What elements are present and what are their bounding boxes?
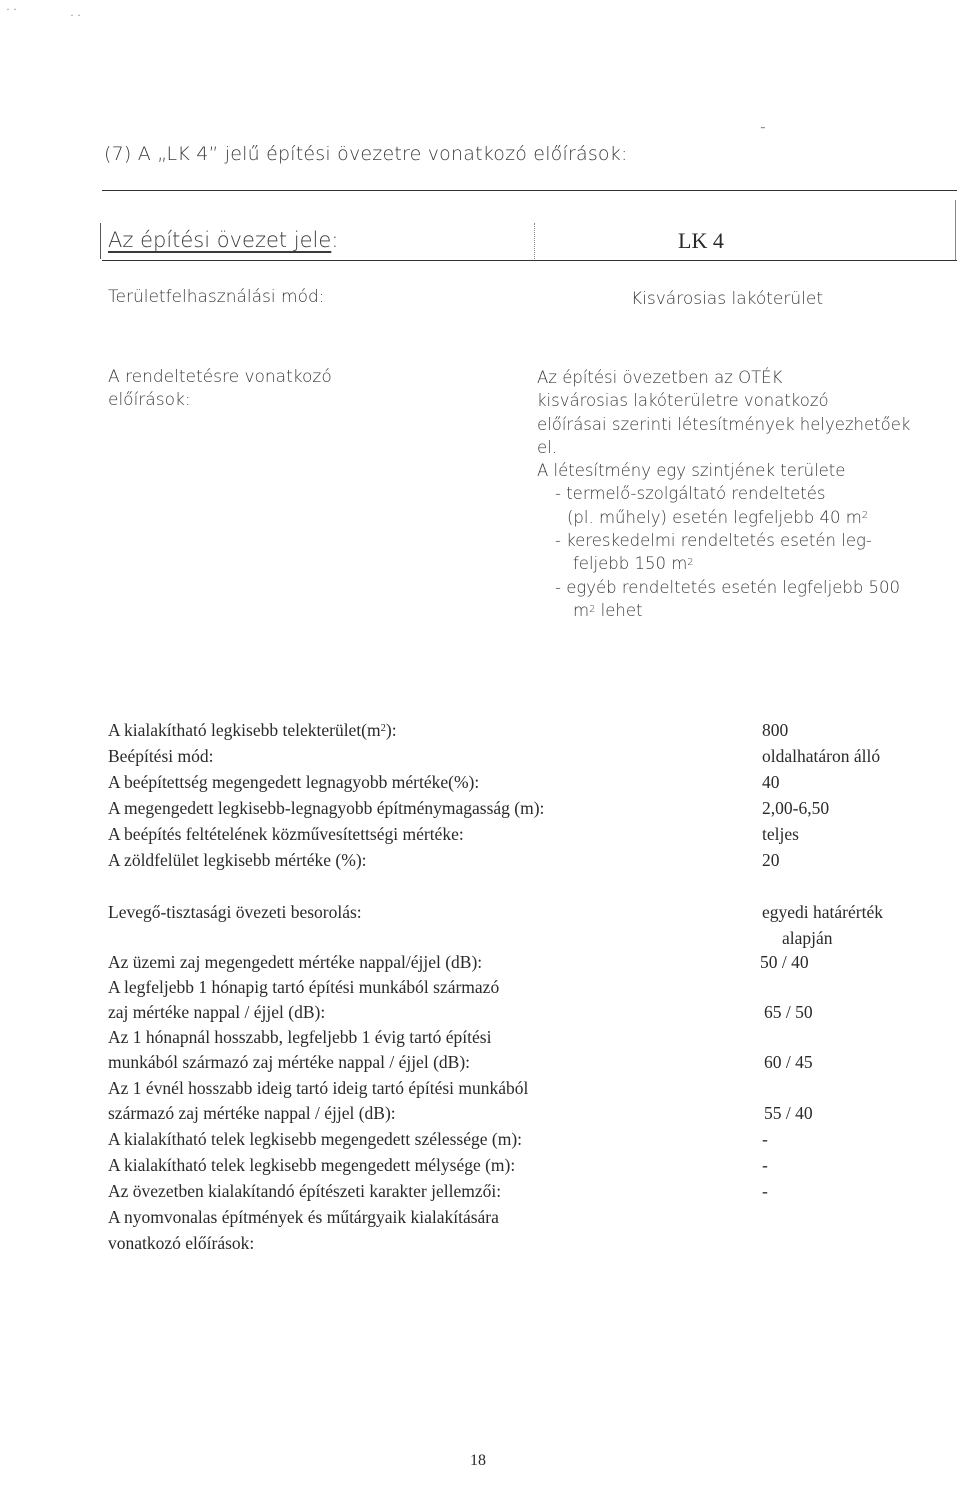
table-right-border (955, 200, 956, 260)
purpose-sup: 2 (589, 603, 596, 615)
param-value: egyedi határérték (762, 902, 883, 922)
purpose-line: el. (537, 437, 557, 457)
param-label: A megengedett legkisebb-legnagyobb építménymagasság (m): (108, 798, 545, 818)
param-label-end: ): (385, 720, 397, 740)
param-value: 65 / 50 (764, 1002, 813, 1022)
param-label: Levegő-tisztasági övezeti besorolás: (108, 902, 362, 922)
purpose-line: A létesítmény egy szintjének területe (537, 461, 846, 481)
purpose-line: kisvárosias lakóterületre vonatkozó (537, 391, 829, 411)
param-label: vonatkozó előírások: (108, 1233, 255, 1253)
param-label: származó zaj mértéke nappal / éjjel (dB): (108, 1103, 396, 1123)
param-value: - (762, 1129, 768, 1149)
param-value: 40 (762, 772, 780, 792)
param-label: A kialakítható telek legkisebb megengedett mélysége (m): (108, 1155, 516, 1175)
scan-speck: · · (70, 8, 81, 22)
purpose-line-text: feljebb 150 m (573, 554, 688, 574)
table-left-border (100, 223, 101, 259)
param-value: alapján (782, 928, 833, 948)
param-label (108, 720, 397, 741)
param-label: Az övezetben kialakítandó építészeti karakter jellemzői: (108, 1181, 502, 1201)
table-center-divider (534, 223, 535, 259)
purpose-line: - termelő-szolgáltató rendeltetés (555, 484, 826, 504)
param-value: - (762, 1155, 768, 1175)
param-value: - (762, 1181, 768, 1201)
purpose-label-line: előírások: (108, 390, 191, 410)
param-value: 60 / 45 (764, 1052, 813, 1072)
purpose-label (108, 366, 332, 412)
purpose-line: - kereskedelmi rendeltetés esetén leg- (555, 531, 872, 551)
land-use-label: Területfelhasználási mód: (108, 287, 325, 307)
param-label: munkából származó zaj mértéke nappal / éjjel (dB): (108, 1052, 471, 1072)
param-value: teljes (762, 824, 799, 844)
zone-code: LK 4 (678, 228, 724, 253)
purpose-line: előírásai szerinti létesítmények helyezhetőek (537, 414, 911, 434)
table-top-rule (102, 190, 957, 191)
section-heading: (7) A „LK 4” jelű építési övezetre vonatkozó előírások: (104, 143, 628, 165)
table-mid-rule (102, 260, 957, 261)
purpose-sup: 2 (861, 510, 869, 522)
zone-label (108, 228, 338, 252)
param-label: zaj mértéke nappal / éjjel (dB): (108, 1002, 326, 1022)
param-label-text: A kialakítható legkisebb telekterület(m (108, 720, 381, 740)
purpose-line (537, 506, 910, 529)
param-label: A legfeljebb 1 hónapig tartó építési munkából származó (108, 977, 500, 997)
zone-label-colon: : (331, 228, 339, 252)
param-label: Beépítési mód: (108, 746, 214, 766)
param-value: oldalhatáron álló (762, 746, 881, 766)
margin-dash: - (760, 117, 766, 136)
param-label: A zöldfelület legkisebb mértéke (%): (108, 850, 367, 870)
param-label: Az 1 évnél hosszabb ideig tartó ideig tartó építési munkából (108, 1078, 529, 1098)
param-label: A beépítés feltételének közművesítettségi mértéke: (108, 824, 464, 844)
purpose-line: - egyéb rendeltetés esetén legfeljebb 500 (555, 577, 901, 597)
param-value: 2,00-6,50 (762, 798, 830, 818)
param-label: Az üzemi zaj megengedett mértéke nappal/éjjel (dB): (108, 952, 483, 972)
purpose-line-text: lehet (595, 600, 643, 620)
purpose-text (537, 366, 910, 622)
purpose-label-line: A rendeltetésre vonatkozó (108, 367, 332, 387)
purpose-line-text: m (573, 600, 590, 620)
land-use-value: Kisvárosias lakóterület (631, 289, 823, 309)
param-value: 50 / 40 (760, 952, 809, 972)
page-number: 18 (470, 1452, 486, 1469)
purpose-line: Az építési övezetben az OTÉK (537, 368, 783, 387)
zone-label-text: Az építési övezet jele (108, 228, 332, 252)
param-value: 800 (762, 720, 789, 740)
scan-speck: · · (6, 2, 17, 16)
param-label-sup: 2 (380, 723, 386, 735)
param-label: Az 1 hónapnál hosszabb, legfeljebb 1 évig tartó építési (108, 1027, 492, 1047)
param-label: A kialakítható telek legkisebb megengedett szélessége (m): (108, 1129, 523, 1149)
purpose-sup: 2 (687, 556, 694, 568)
purpose-line (537, 599, 910, 622)
param-label: A beépítettség megengedett legnagyobb mértéke(%): (108, 772, 480, 792)
param-value: 55 / 40 (764, 1103, 813, 1123)
purpose-line-text: (pl. műhely) esetén legfeljebb 40 m (567, 507, 862, 527)
param-label: A nyomvonalas építmények és műtárgyaik kialakítására (108, 1207, 499, 1227)
purpose-line (537, 552, 910, 575)
param-value: 20 (762, 850, 780, 870)
